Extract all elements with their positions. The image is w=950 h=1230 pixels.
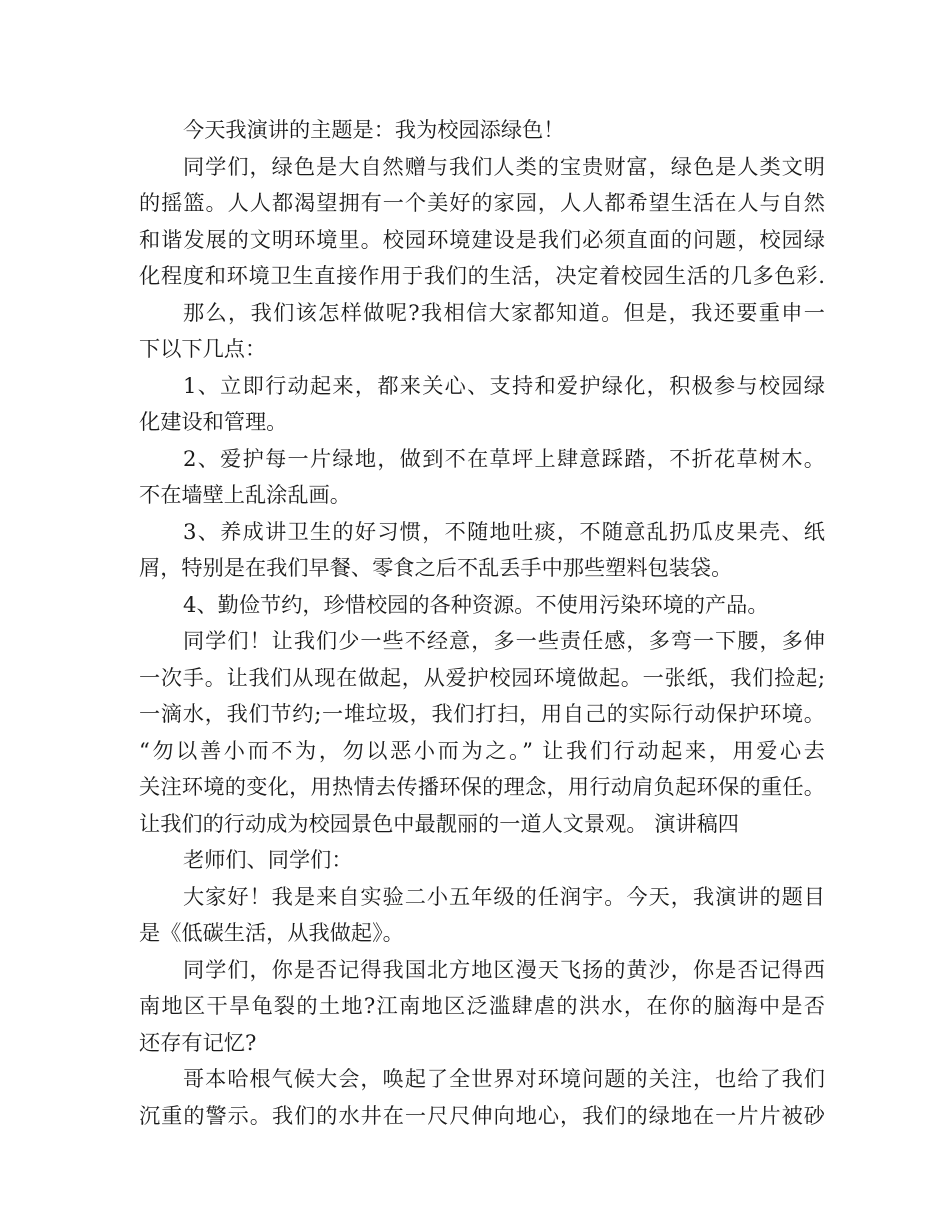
text-line: 哥本哈根气候大会，唤起了全世界对环境问题的关注，也给了我们 (183, 1066, 825, 1091)
text-line: 2、爱护每一片绿地，做到不在草坪上肆意踩踏，不折花草树木。 (183, 445, 825, 471)
text-line: 还存有记忆? (139, 1029, 257, 1055)
text-line: 4、勤俭节约，珍惜校园的各种资源。不使用污染环境的产品。 (183, 591, 769, 617)
text-line: 同学们，你是否记得我国北方地区漫天飞扬的黄沙，你是否记得西 (183, 956, 825, 982)
text-line: 和谐发展的文明环境里。校园环境建设是我们必须直面的问题，校园绿 (139, 226, 825, 252)
text-line: 那么，我们该怎样做呢?我相信大家都知道。但是，我还要重申一 (183, 299, 825, 325)
text-line: 老师们、同学们： (183, 847, 353, 872)
text-line: 同学们！让我们少一些不经意，多一些责任感，多弯一下腰，多伸 (183, 628, 825, 653)
text-line: 一次手。让我们从现在做起，从爱护校园环境做起。一张纸，我们捡起; (139, 664, 825, 690)
text-line: 让我们的行动成为校园景色中最靓丽的一道人文景观。 演讲稿四 (139, 810, 739, 836)
text-line: 化建设和管理。 (139, 409, 288, 434)
text-line: 下以下几点： (139, 336, 267, 361)
text-line: 屑，特别是在我们早餐、零食之后不乱丢手中那些塑料包装袋。 (139, 555, 733, 580)
text-line: 今天我演讲的主题是：我为校园添绿色！ (183, 117, 565, 142)
text-line: “勿以善小而不为，勿以恶小而为之。” 让我们行动起来，用爱心去 (139, 737, 825, 763)
text-line: 同学们，绿色是大自然赠与我们人类的宝贵财富，绿色是人类文明 (183, 153, 825, 179)
text-line: 一滴水，我们节约;一堆垃圾，我们打扫，用自己的实际行动保护环境。 (139, 701, 825, 726)
text-line: 1、立即行动起来，都来关心、支持和爱护绿化，积极参与校园绿 (183, 372, 825, 398)
text-line: 沉重的警示。我们的水井在一尺尺伸向地心，我们的绿地在一片片被砂 (139, 1102, 825, 1128)
text-line: 不在墙壁上乱涂乱画。 (139, 482, 351, 507)
text-line: 化程度和环境卫生直接作用于我们的生活，决定着校园生活的几多色彩. (139, 263, 825, 288)
text-line: 大家好！我是来自实验二小五年级的任润宇。今天，我演讲的题目 (183, 883, 825, 909)
text-line: 的摇篮。人人都渴望拥有一个美好的家园，人人都希望生活在人与自然 (139, 190, 825, 215)
document-page (139, 112, 825, 1134)
text-line: 关注环境的变化，用热情去传播环保的理念，用行动肩负起环保的重任。 (139, 774, 825, 799)
text-line: 3、养成讲卫生的好习惯，不随地吐痰，不随意乱扔瓜皮果壳、纸 (183, 518, 825, 544)
text-line: 南地区干旱龟裂的土地?江南地区泛滥肆虐的洪水，在你的脑海中是否 (139, 993, 825, 1018)
text-line: 是《低碳生活，从我做起》。 (139, 920, 404, 945)
